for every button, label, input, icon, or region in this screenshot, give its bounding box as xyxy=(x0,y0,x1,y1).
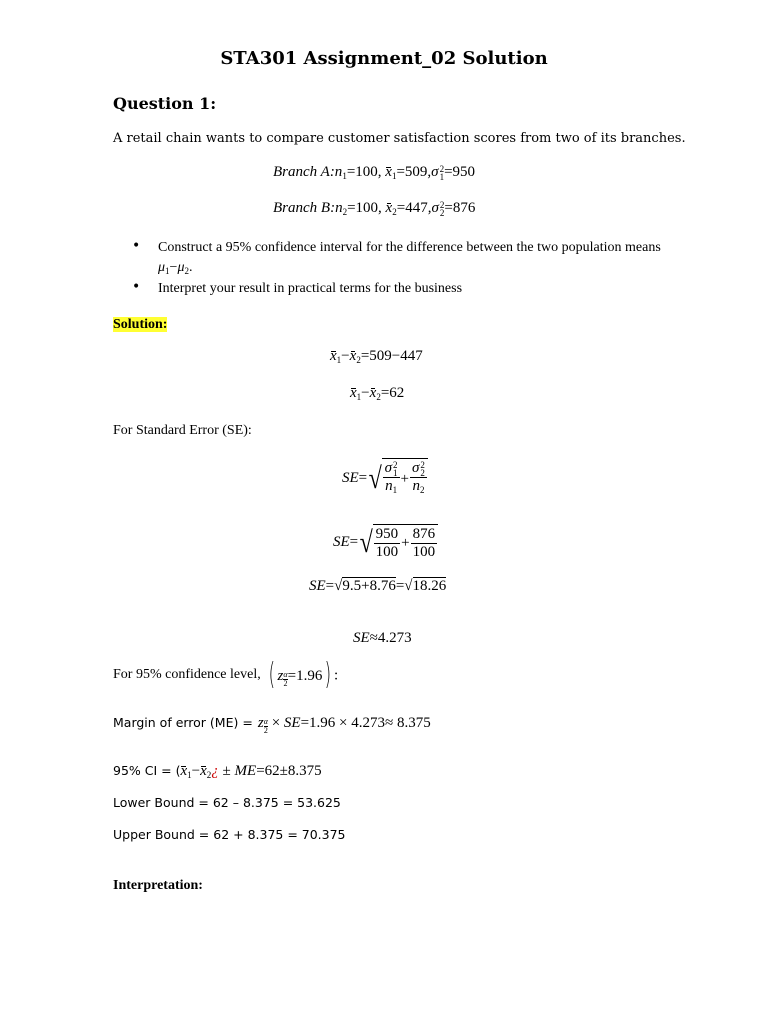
branch-a-label: Branch A xyxy=(273,164,330,180)
branch-b-equation: Branch $B:n_2=100$, $x_2=447,\sigma$ 2 2 =876 xyxy=(273,200,476,218)
se-formula: SE=√ σ 2 1 $n_1$ + σ 2 2 $n_2$ xyxy=(342,458,428,499)
upper-bound: Upper Bound = 62 + 8.375 = 70.375 xyxy=(113,827,346,842)
diff-result-equation: $x_1-x_2=62$ xyxy=(350,385,405,402)
branch-a-equation: Branch $A:n_1=100$, $x_1=509,\sigma$ 2 1 =950 xyxy=(273,164,476,182)
margin-of-error-line: Margin of error (ME) = z $\frac{\alpha}{2}$ × SE=1.96 × 4.273≈ 8.375 xyxy=(113,715,431,735)
page-title: STA301 Assignment_02 Solution xyxy=(220,48,548,69)
bullet-dot: • xyxy=(132,279,141,295)
ci-line: 95% CI = ($x_1-x_2¿ \pm ME=62\pm 8.375$ xyxy=(113,763,322,780)
branch-b-n: 100 xyxy=(355,200,379,216)
bullet-1: Construct a 95% confidence interval for the difference between the two population means xyxy=(158,240,661,255)
bullet-dot: • xyxy=(132,238,141,254)
branch-b-xbar: 447 xyxy=(405,200,428,216)
se-label: For Standard Error (SE): xyxy=(113,423,252,438)
se-sum-equation: SE=√9.5+8.76=√18.26 xyxy=(309,578,447,594)
confidence-level-line: For 95% confidence level, ( z $\frac{\alpha}{2}$ =1.96) : xyxy=(113,657,339,692)
branch-a-n: 100 xyxy=(355,164,378,180)
branch-b-label: Branch B xyxy=(273,200,331,216)
branch-b-var: 876 xyxy=(452,200,476,216)
diff-equation: $x_1-x_2=509-447$ xyxy=(330,348,423,365)
bullet-2: Interpret your result in practical terms for the business xyxy=(158,281,463,296)
se-numeric-formula: SE=√ $\frac{950}{100}$ + $\frac{876}{100}$ xyxy=(333,524,438,561)
question-heading: Question 1: xyxy=(113,94,217,113)
branch-a-xbar: 509 xyxy=(404,164,428,180)
se-approx-equation: SE≈4.273 xyxy=(353,630,412,646)
lower-bound: Lower Bound = 62 – 8.375 = 53.625 xyxy=(113,795,341,810)
branch-a-var: 950 xyxy=(452,164,476,180)
interpretation-label: Interpretation: xyxy=(113,878,203,893)
intro-paragraph: A retail chain wants to compare customer satisfaction scores from two of its branches. xyxy=(113,131,686,146)
solution-label: Solution: xyxy=(113,317,168,332)
bullet-1-continuation: $\mu_1-\mu_2$. xyxy=(158,260,193,276)
